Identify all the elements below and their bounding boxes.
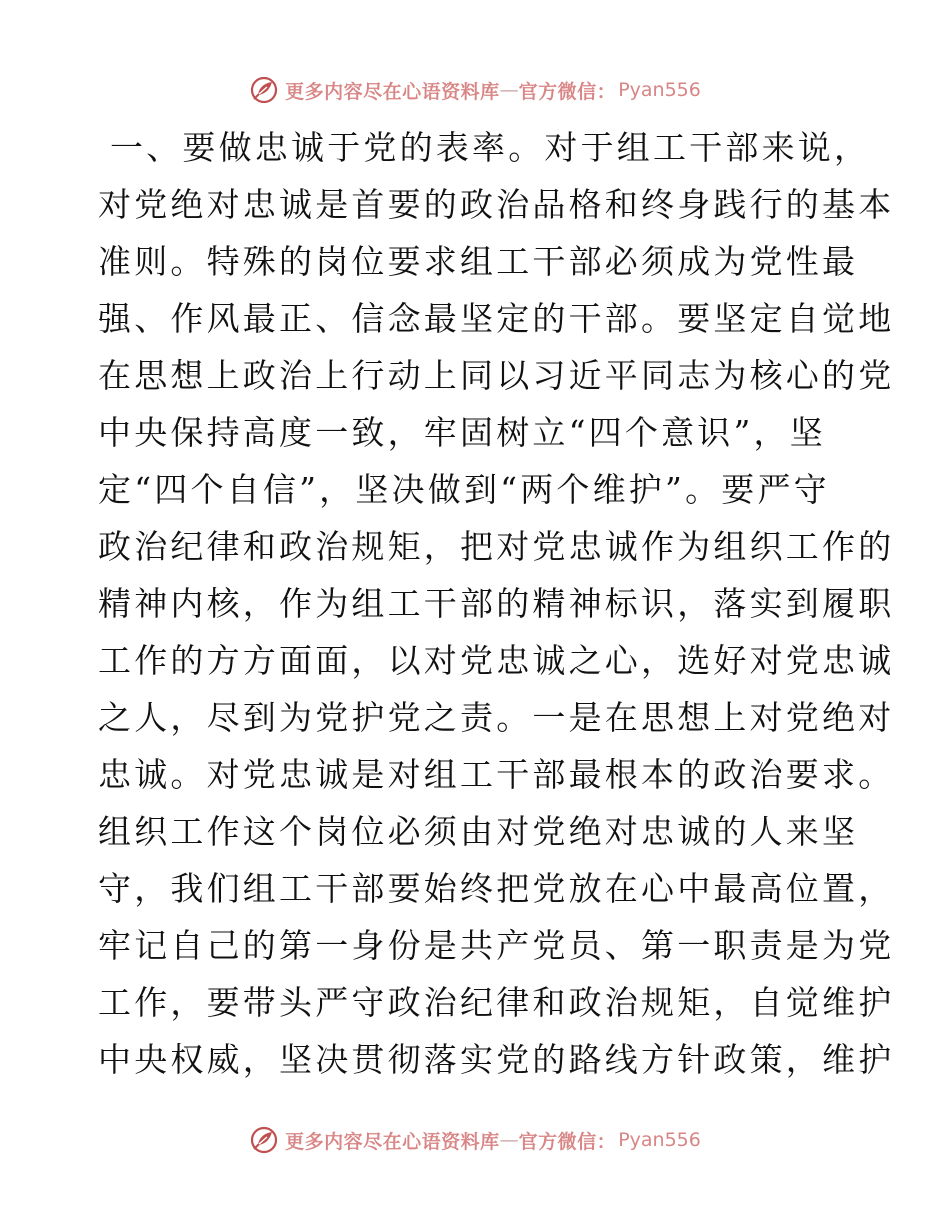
- watermark-text: 更多内容尽在心语资料库: [285, 1130, 500, 1153]
- text-line: 之人，尽到为党护党之责。一是在思想上对党绝对: [98, 698, 895, 737]
- leaf-logo-icon: [249, 1125, 279, 1155]
- watermark-account-id: Pyan556: [618, 79, 701, 101]
- text-line: 精神内核，作为组工干部的精神标识，落实到履职: [98, 584, 895, 623]
- text-line: 组织工作这个岗位必须由对党绝对忠诚的人来坚: [98, 812, 859, 851]
- text-line: 忠诚。对党忠诚是对组工干部最根本的政治要求。: [98, 755, 895, 794]
- text-line: 定“四个自信”，坚决做到“两个维护”。要严守: [98, 470, 830, 509]
- leaf-logo-icon: [249, 75, 279, 105]
- text-line: 守，我们组工干部要始终把党放在心中最高位置，: [98, 869, 895, 908]
- text-line: 中央权威，坚决贯彻落实党的路线方针政策，维护: [98, 1040, 895, 1079]
- text-line: 政治纪律和政治规矩，把对党忠诚作为组织工作的: [98, 527, 895, 566]
- text-line: 牢记自己的第一身份是共产党员、第一职责是为党: [98, 926, 895, 965]
- watermark-account-label: 官方微信：: [518, 1130, 617, 1153]
- text-line: 在思想上政治上行动上同以习近平同志为核心的党: [98, 356, 895, 395]
- text-line: 工作，要带头严守政治纪律和政治规矩，自觉维护: [98, 983, 895, 1022]
- watermark-separator: —: [499, 1129, 519, 1151]
- text-line: 一、要做忠诚于党的表率。对于组工干部来说，: [110, 128, 871, 167]
- footer-watermark: [0, 1122, 950, 1158]
- text-line: 强、作风最正、信念最坚定的干部。要坚定自觉地: [98, 299, 895, 338]
- text-line: 准则。特殊的岗位要求组工干部必须成为党性最: [98, 242, 859, 281]
- watermark-separator: —: [499, 79, 519, 101]
- header-watermark: [0, 72, 950, 108]
- watermark-account-label: 官方微信：: [518, 80, 617, 103]
- text-line: 对党绝对忠诚是首要的政治品格和终身践行的基本: [98, 185, 895, 224]
- watermark-text: 更多内容尽在心语资料库: [285, 80, 500, 103]
- watermark-account-id: Pyan556: [618, 1129, 701, 1151]
- text-line: 工作的方方面面，以对党忠诚之心，选好对党忠诚: [98, 641, 895, 680]
- text-line: 中央保持高度一致，牢固树立“四个意识”，坚: [98, 413, 826, 452]
